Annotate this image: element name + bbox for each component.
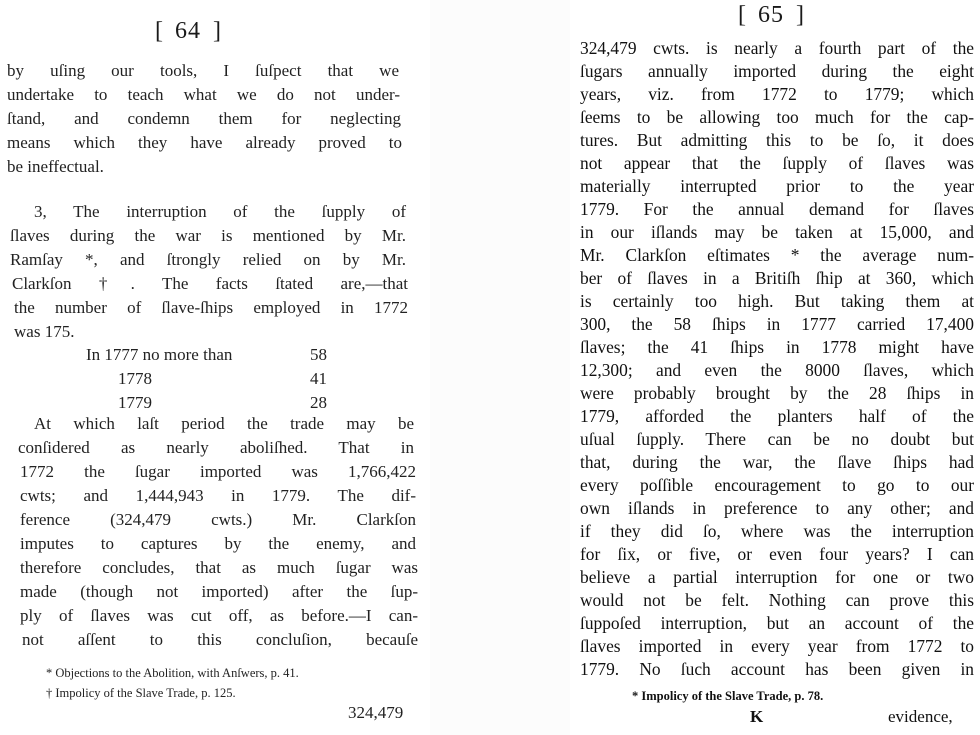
footnote: † Impolicy of the Slave Trade, p. 125. bbox=[46, 686, 236, 700]
text-line: ſuppoſed interruption, but an account of the bbox=[580, 613, 974, 633]
text-line: is certainly too high. But taking them at bbox=[580, 291, 974, 311]
text-line: by uſing our tools, I ſuſpect that we bbox=[7, 61, 399, 80]
text-line: ſugars annually imported during the eight bbox=[580, 61, 974, 81]
text-line: materially interrupted prior to the year bbox=[580, 176, 974, 196]
text-line: ference (324,479 cwts.) Mr. Clarkſon bbox=[20, 510, 416, 529]
text-line: ply of ſlaves was cut off, as before.—I can- bbox=[20, 606, 418, 625]
text-line: 1779. No ſuch account has been given in bbox=[580, 659, 974, 679]
text-line: Ramſay *, and ſtrongly relied on by Mr. bbox=[10, 250, 406, 269]
text-line: Clarkſon †. The facts ſtated are,—that bbox=[12, 274, 408, 293]
text-line: would not be felt. Nothing can prove this bbox=[580, 590, 974, 610]
text-line: cwts; and 1,444,943 in 1779. The dif- bbox=[20, 486, 416, 505]
text-line: imputes to captures by the enemy, and bbox=[20, 534, 416, 553]
text-line: ſtand, and condemn them for neglecting bbox=[7, 109, 401, 128]
text-line: conſidered as nearly aboliſhed. That in bbox=[18, 438, 414, 457]
text-line: At which laſt period the trade may be bbox=[34, 414, 414, 433]
text-line: ſlaves imported in every year from 1772 to bbox=[580, 636, 974, 656]
text-line: own iſlands in preference to any other; and bbox=[580, 498, 974, 518]
text-line: undertake to teach what we do not under- bbox=[7, 85, 400, 104]
text-line: if they did ſo, where was the interruption bbox=[580, 521, 974, 541]
catchword: evidence, bbox=[888, 707, 953, 726]
text-line: not aſſent to this concluſion, becauſe bbox=[22, 630, 418, 649]
ship-table-intro: In 1777 no more than bbox=[86, 345, 233, 364]
page-number-left: [ 64 ] bbox=[155, 18, 221, 44]
text-line: believe a partial interruption for one or two bbox=[580, 567, 974, 587]
text-line: years, viz. from 1772 to 1779; which bbox=[580, 84, 974, 104]
text-line: was 175. bbox=[14, 322, 75, 341]
text-line: ſeems to be allowing too much for the cap- bbox=[580, 107, 974, 127]
page-gutter bbox=[430, 0, 570, 735]
page-number-right: [ 65 ] bbox=[738, 2, 804, 28]
text-line: 1779, afforded the planters half of the bbox=[580, 406, 974, 426]
left-page bbox=[0, 0, 430, 735]
text-line: 3, The interruption of the ſupply of bbox=[34, 202, 406, 221]
text-line: the number of ſlave-ſhips employed in 1772 bbox=[14, 298, 408, 317]
text-line: Mr. Clarkſon eſtimates * the average num- bbox=[580, 245, 974, 265]
text-line: 1772 the ſugar imported was 1,766,422 bbox=[20, 462, 416, 481]
text-line: means which they have already proved to bbox=[7, 133, 402, 152]
ship-year: 1778 bbox=[118, 369, 152, 388]
signature-mark: K bbox=[750, 707, 764, 726]
text-line: be ineffectual. bbox=[7, 157, 104, 176]
text-line: every poſſible encouragement to go to our bbox=[580, 475, 974, 495]
text-line: ſlaves; the 41 ſhips in 1778 might have bbox=[580, 337, 974, 357]
footnote: * Objections to the Abolition, with Anſwers, p. 41. bbox=[46, 666, 299, 680]
text-line: that, during the war, the ſlave ſhips had bbox=[580, 452, 974, 472]
text-line: were probably brought by the 28 ſhips in bbox=[580, 383, 974, 403]
text-line: ber of ſlaves in a Britiſh ſhip at 360, which bbox=[580, 268, 974, 288]
text-line: 12,300; and even the 8000 ſlaves, which bbox=[580, 360, 974, 380]
ship-count: 58 bbox=[310, 345, 327, 364]
text-line: made (though not imported) after the ſup- bbox=[20, 582, 418, 601]
text-line: for ſix, or five, or even four years? I can bbox=[580, 544, 974, 564]
text-line: 324,479 cwts. is nearly a fourth part of the bbox=[580, 38, 974, 58]
text-line: in our iſlands may be taken at 15,000, and bbox=[580, 222, 974, 242]
text-line: 1779. For the annual demand for ſlaves bbox=[580, 199, 974, 219]
ship-count: 28 bbox=[310, 393, 327, 412]
text-line: uſual ſupply. There can be no doubt but bbox=[580, 429, 974, 449]
footnote: * Impolicy of the Slave Trade, p. 78. bbox=[632, 689, 824, 703]
text-line: ſlaves during the war is mentioned by Mr. bbox=[10, 226, 406, 245]
text-line: not appear that the ſupply of ſlaves was bbox=[580, 153, 974, 173]
text-line: therefore concludes, that as much ſugar was bbox=[20, 558, 418, 577]
catchword: 324,479 bbox=[348, 703, 404, 722]
ship-count: 41 bbox=[310, 369, 327, 388]
ship-year: 1779 bbox=[118, 393, 152, 412]
text-line: 300, the 58 ſhips in 1777 carried 17,400 bbox=[580, 314, 974, 334]
text-line: tures. But admitting this to be ſo, it does bbox=[580, 130, 974, 150]
right-page bbox=[570, 0, 980, 735]
